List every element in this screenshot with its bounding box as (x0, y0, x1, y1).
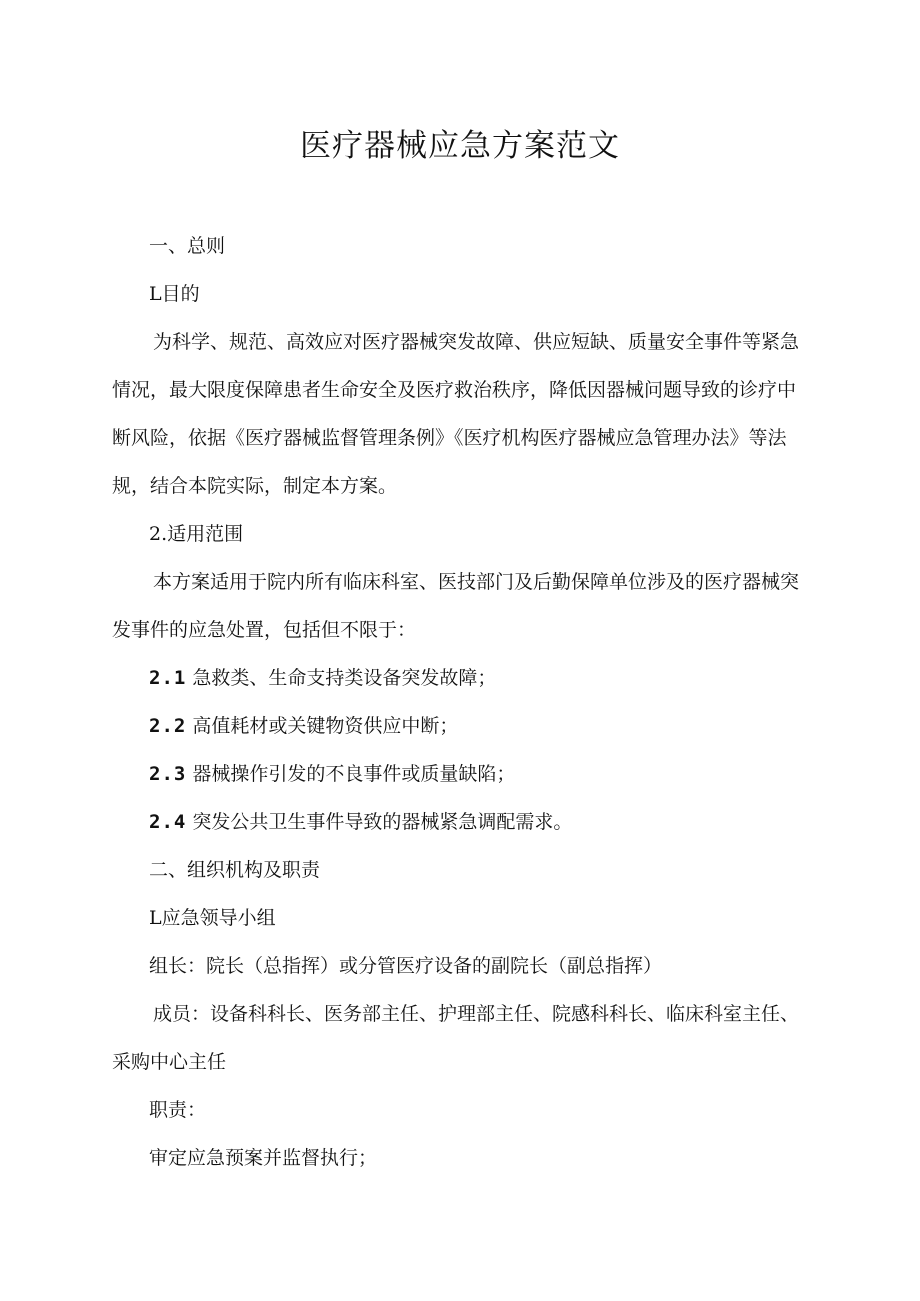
list-text: 器械操作引发的不良事件或质量缺陷； (192, 763, 516, 785)
list-item-2-4 (112, 798, 812, 846)
paragraph-responsibilities-label: 职责： (149, 1099, 207, 1121)
document-body (112, 222, 812, 1182)
list-item-2-3 (112, 750, 812, 798)
list-number: 2.4 (149, 811, 187, 833)
paragraph-group-leader: 组长：院长（总指挥）或分管医疗设备的副院长（副总指挥） (149, 955, 663, 977)
document-title: 医疗器械应急方案范文 (300, 128, 620, 164)
section-heading-organization: 二、组织机构及职责 (149, 859, 321, 881)
paragraph-scope: 本方案适用于院内所有临床科室、医技部门及后勤保障单位涉及的医疗器械突发事件的应急处置，包括但不限于： (112, 571, 800, 641)
paragraph-members: 成员：设备科科长、医务部主任、护理部主任、院感科科长、临床科室主任、采购中心主任 (112, 1003, 800, 1073)
subheading-leadership-group: L应急领导小组 (149, 907, 276, 929)
section-heading-general: 一、总则 (149, 235, 226, 257)
list-text: 急救类、生命支持类设备突发故障； (192, 667, 497, 689)
list-number: 2.2 (149, 715, 187, 737)
paragraph-purpose: 为科学、规范、高效应对医疗器械突发故障、供应短缺、质量安全事件等紧急情况，最大限度保障患者生命安全及医疗救治秩序，降低因器械问题导致的诊疗中断风险，依据《医疗器械监督管理条例》《医疗机构医疗器械应急管理办法》等法规，结合本院实际，制定本方案。 (112, 331, 800, 497)
list-text: 高值耗材或关键物资供应中断； (192, 715, 459, 737)
list-item-2-1 (112, 654, 812, 702)
list-item-2-2 (112, 702, 812, 750)
paragraph-responsibility-item: 审定应急预案并监督执行； (149, 1147, 378, 1169)
subheading-purpose: L目的 (149, 283, 200, 305)
list-text: 突发公共卫生事件导致的器械紧急调配需求。 (192, 811, 573, 833)
subheading-scope: 2.适用范围 (149, 523, 244, 545)
list-number: 2.3 (149, 763, 187, 785)
list-number: 2.1 (149, 667, 187, 689)
